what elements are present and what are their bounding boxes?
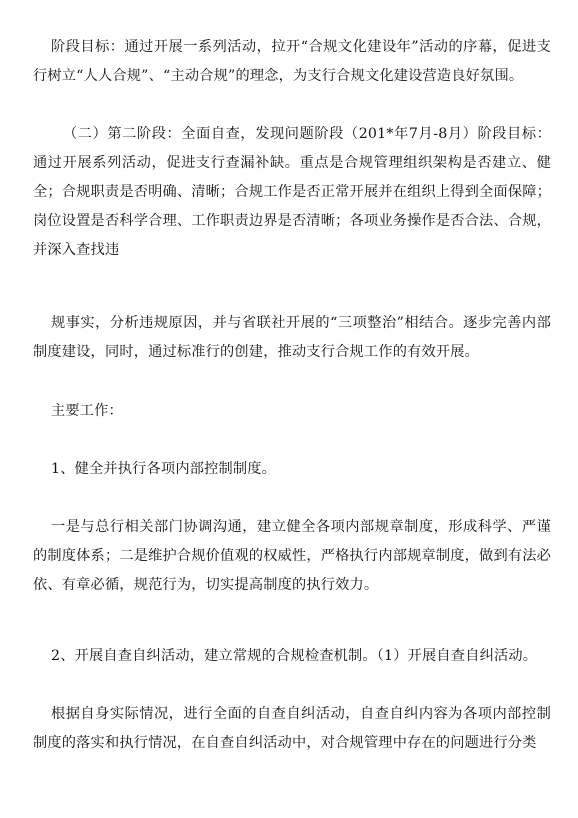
paragraph-item-2-body: 根据自身实际情况，进行全面的自查自纠活动，自查自纠内容为各项内部控制制度的落实和执行情况，在自查自纠活动中，对合规管理中存在的问题进行分类 <box>33 706 551 751</box>
paragraph-item-1-heading: 1、健全并执行各项内部控制制度。 <box>51 461 277 477</box>
paragraph-violation-facts: 规事实，分析违规原因，并与省联社开展的“三项整治”相结合。逐步完善内部制度建设，同时，通过标准行的创建，推动支行合规工作的有效开展。 <box>33 315 551 360</box>
paragraph-stage-goal-1: 阶段目标：通过开展一系列活动，拉开“合规文化建设年”活动的序幕，促进支行树立“人人合规”、“主动合规”的理念，为支行合规文化建设营造良好氛围。 <box>33 39 551 84</box>
paragraph-item-1-body: 一是与总行相关部门协调沟通，建立健全各项内部规章制度，形成科学、严谨的制度体系；二是维护合规价值观的权威性，严格执行内部规章制度，做到有法必依、有章必循，规范行为，切实提高制度的执行效力。 <box>33 519 551 593</box>
paragraph-main-work-heading: 主要工作： <box>51 403 123 419</box>
paragraph-item-2-heading: 2、开展自查自纠活动，建立常规的合规检查机制。（1）开展自查自纠活动。 <box>51 648 538 664</box>
paragraph-second-stage: （二）第二阶段：全面自查，发现问题阶段（201*年7月-8月）阶段目标：通过开展系列活动，促进支行查漏补缺。重点是合规管理组织架构是否建立、健全；合规职责是否明确、清晰；合规工作是否正常开展并在组织上得到全面保障；岗位设置是否科学合理、工作职责边界是否清晰；各项业务操作是否合法、合规，并深入查找违 <box>33 126 551 258</box>
